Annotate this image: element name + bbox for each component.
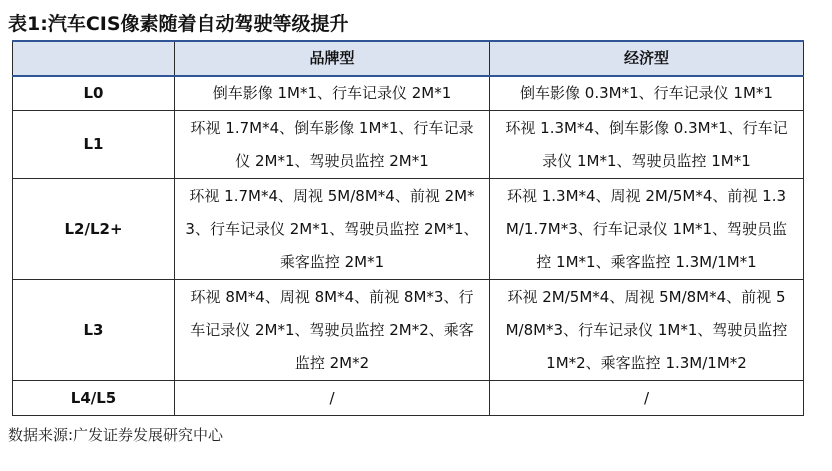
brand-cell: /	[175, 381, 490, 416]
table-row	[13, 381, 804, 416]
table-row	[13, 111, 804, 179]
header-brand-cell: 品牌型	[175, 41, 490, 76]
table-title-text: 汽车CIS像素随着自动驾驶等级提升	[47, 13, 349, 35]
table-row	[13, 179, 804, 280]
economy-cell: 倒车影像 0.3M*1、行车记录仪 1M*1	[490, 76, 804, 111]
level-cell: L2/L2+	[13, 179, 175, 280]
brand-cell: 环视 1.7M*4、周视 5M/8M*4、前视 2M*3、行车记录仪 2M*1、驾驶员监控 2M*1、乘客监控 2M*1	[175, 179, 490, 280]
brand-cell: 倒车影像 1M*1、行车记录仪 2M*1	[175, 76, 490, 111]
level-cell: L3	[13, 280, 175, 381]
table-row	[13, 76, 804, 111]
economy-cell: 环视 1.3M*4、周视 2M/5M*4、前视 1.3M/1.7M*3、行车记录仪 1M*1、驾驶员监控 1M*1、乘客监控 1.3M/1M*1	[490, 179, 804, 280]
economy-cell: 环视 2M/5M*4、周视 5M/8M*4、前视 5M/8M*3、行车记录仪 1M*1、驾驶员监控 1M*2、乘客监控 1.3M/1M*2	[490, 280, 804, 381]
table-row	[13, 280, 804, 381]
table-header-row	[13, 41, 804, 76]
header-economy-cell: 经济型	[490, 41, 804, 76]
header-level-cell	[13, 41, 175, 76]
brand-cell: 环视 8M*4、周视 8M*4、前视 8M*3、行车记录仪 2M*1、驾驶员监控 2M*2、乘客监控 2M*2	[175, 280, 490, 381]
level-cell: L1	[13, 111, 175, 179]
economy-cell: /	[490, 381, 804, 416]
level-cell: L4/L5	[13, 381, 175, 416]
cis-pixel-table	[12, 40, 804, 416]
brand-cell: 环视 1.7M*4、倒车影像 1M*1、行车记录仪 2M*1、驾驶员监控 2M*1	[175, 111, 490, 179]
table-number-label: 表1:	[8, 13, 48, 35]
economy-cell: 环视 1.3M*4、倒车影像 0.3M*1、行车记录仪 1M*1、驾驶员监控 1M*1	[490, 111, 804, 179]
table-title	[8, 8, 349, 40]
data-source-note: 数据来源:广发证券发展研究中心	[8, 426, 224, 444]
level-cell: L0	[13, 76, 175, 111]
